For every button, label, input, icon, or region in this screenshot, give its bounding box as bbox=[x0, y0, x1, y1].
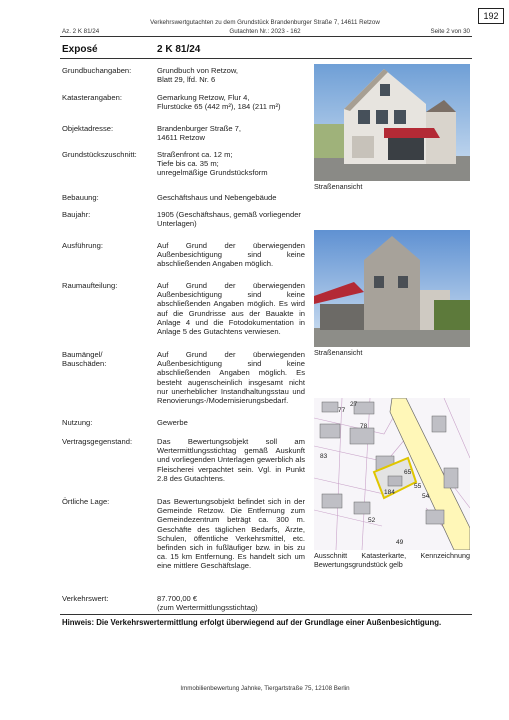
row-label: Raumaufteilung: bbox=[62, 281, 118, 290]
row-label: Bebauung: bbox=[62, 193, 99, 202]
svg-text:184: 184 bbox=[384, 489, 395, 496]
header-ref: Az. 2 K 81/24 bbox=[62, 28, 100, 35]
row-label: Örtliche Lage: bbox=[62, 497, 110, 506]
row-label: Baumängel/ Bauschäden: bbox=[62, 350, 107, 369]
svg-text:27: 27 bbox=[350, 401, 358, 408]
header-page: Seite 2 von 30 bbox=[430, 28, 470, 35]
svg-text:77: 77 bbox=[338, 407, 346, 414]
row-label: Verkehrswert: bbox=[62, 594, 109, 603]
row-label: Katasterangaben: bbox=[62, 93, 122, 102]
svg-text:65: 65 bbox=[404, 469, 412, 476]
photo-street-view-2 bbox=[314, 230, 470, 347]
row-value: 87.700,00 € (zum Wertermittlungsstichtag) bbox=[157, 594, 258, 613]
cadastral-map bbox=[314, 398, 470, 550]
row-label: Nutzung: bbox=[62, 418, 93, 427]
row-label: Baujahr: bbox=[62, 210, 91, 219]
row-label: Grundstückszuschnitt: bbox=[62, 150, 137, 159]
header-gutachten: Gutachten Nr.: 2023 - 162 bbox=[229, 28, 301, 35]
hinweis-text: Hinweis: Die Verkehrswertermittlung erfolgt überwiegend auf der Grundlage einer Außenbesichtigung. bbox=[62, 618, 442, 627]
row-value: Grundbuch von Retzow, Blatt 29, lfd. Nr. 6 bbox=[157, 66, 239, 85]
row-value: Auf Grund der überwiegenden Außenbesichtigung sind keine abschließenden Angaben möglich. bbox=[157, 241, 305, 269]
svg-text:78: 78 bbox=[360, 423, 368, 430]
svg-text:55: 55 bbox=[414, 483, 422, 490]
row-label: Grundbuchangaben: bbox=[62, 66, 132, 75]
header-title: Verkehrswertgutachten zu dem Grundstück Brandenburger Straße 7, 14611 Retzow bbox=[150, 19, 380, 26]
row-value: Straßenfront ca. 12 m; Tiefe bis ca. 35 m; unregelmäßige Grundstücksform bbox=[157, 150, 268, 178]
row-value: Das Bewertungsobjekt befindet sich in der Gemeinde Retzow. Die Entfernung zum Gemeindezentrum beträgt ca. 300 m. Geschäfte des täglichen Bedarfs, Ärzte, Schulen, öffentliche Verkehrsmittel, etc. befinden sich in fußläufiger bzw. in bis zu ca. 15 km Entfernung. Es handelt sich um eine mittlere Geschäftslage. bbox=[157, 497, 305, 571]
svg-text:83: 83 bbox=[320, 453, 328, 460]
hinweis-rule bbox=[60, 614, 472, 615]
row-label: Vertragsgegenstand: bbox=[62, 437, 133, 446]
row-label: Objektadresse: bbox=[62, 124, 114, 133]
row-value: Das Bewertungsobjekt soll am Wertermittlungsstichtag gemäß Auskunft und vorliegenden Unterlagen gewerblich als Fleischerei verpachtet sein. Vgl. in Punkt 2.8 des Gutachtens. bbox=[157, 437, 305, 483]
map-caption: Ausschnitt Katasterkarte, Kennzeichnung Bewertungsgrundstück gelb bbox=[314, 551, 470, 569]
expose-ref: 2 K 81/24 bbox=[157, 44, 201, 55]
photo1-caption: Straßenansicht bbox=[314, 182, 363, 191]
expose-title: Exposé bbox=[62, 44, 98, 55]
svg-text:54: 54 bbox=[422, 493, 430, 500]
footer-text: Immobilienbewertung Jahnke, Tiergartstraße 75, 12108 Berlin bbox=[180, 685, 350, 692]
row-value: Auf Grund der überwiegenden Außenbesichtigung sind keine abschließenden Angaben möglich. Es besteht augenscheinlich insgesamt nicht nur unerheblicher Instandhaltungsstau und Renovierungs-/Modernisierungsbedarf. bbox=[157, 350, 305, 406]
row-value: Brandenburger Straße 7, 14611 Retzow bbox=[157, 124, 242, 143]
row-value: Geschäftshaus und Nebengebäude bbox=[157, 193, 277, 202]
row-label: Ausführung: bbox=[62, 241, 103, 250]
expose-rule bbox=[60, 58, 472, 59]
header-rule bbox=[60, 36, 472, 37]
row-value: Auf Grund der überwiegenden Außenbesichtigung sind keine abschließenden Angaben möglich. Es wird auf die Grundrisse aus der Bauakte in Anlage 4 und die Fotodokumentation in Anlage 5 des Gutachtens verwiesen. bbox=[157, 281, 305, 337]
svg-text:49: 49 bbox=[396, 539, 404, 546]
row-value: 1905 (Geschäftshaus, gemäß vorliegender Unterlagen) bbox=[157, 210, 301, 229]
photo-street-view-1 bbox=[314, 64, 470, 181]
page-number-box: 192 bbox=[478, 8, 504, 24]
svg-text:52: 52 bbox=[368, 517, 376, 524]
row-value: Gewerbe bbox=[157, 418, 188, 427]
photo2-caption: Straßenansicht bbox=[314, 348, 363, 357]
row-value: Gemarkung Retzow, Flur 4, Flurstücke 65 (442 m²), 184 (211 m²) bbox=[157, 93, 281, 112]
